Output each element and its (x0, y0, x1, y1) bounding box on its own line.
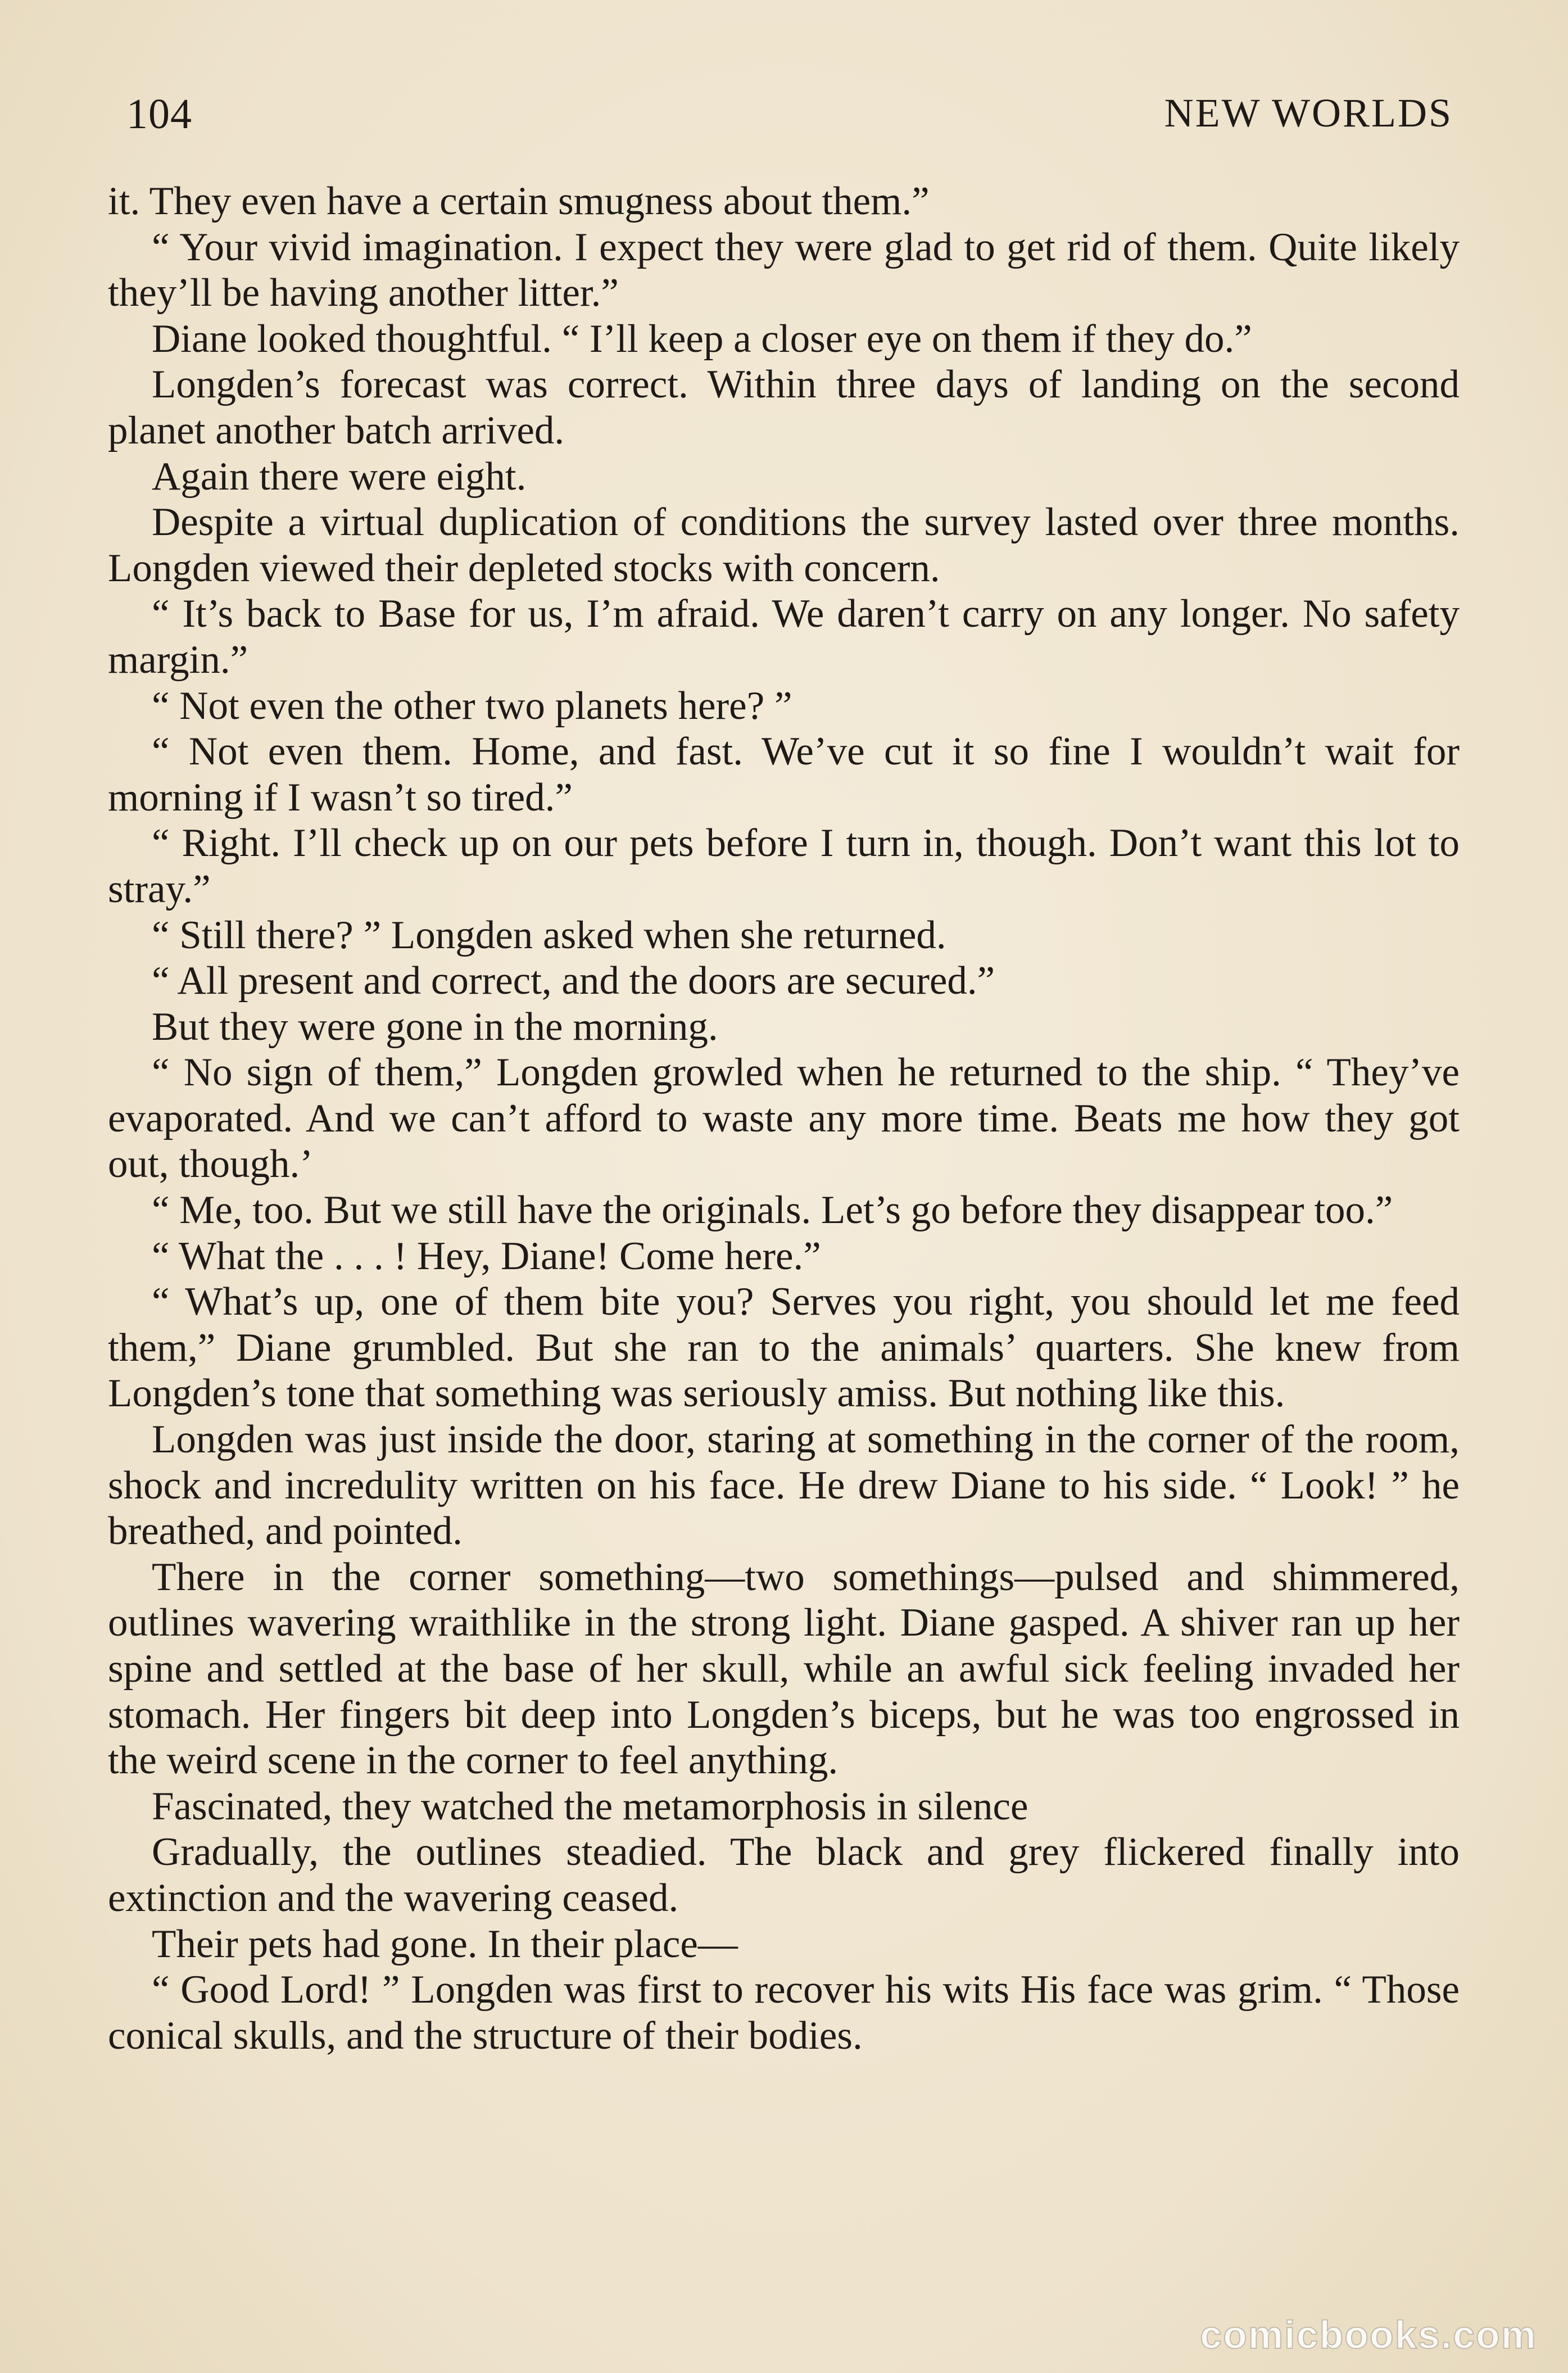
paragraph: Again there were eight. (152, 454, 527, 499)
body-text (108, 179, 1460, 2059)
paragraph: “ What’s up, one of them bite you? Serves you right, you should let me feed them,” Diane grumbled. But she ran to the animals’ quarters. She knew from Longden’s tone that something was seriously amiss. But nothing like this. (108, 1280, 1460, 1416)
paragraph: Fascinated, they watched the metamorphosis in silence (152, 1784, 1028, 1828)
paragraph: But they were gone in the morning. (152, 1004, 718, 1049)
paragraph: There in the corner something—two somethings—pulsed and shimmered, outlines wavering wraithlike in the strong light. Diane gasped. A shiver ran up her spine and settled at the base of her skull, while an awful sick feeling invaded her stomach. Her fingers bit deep into Longden’s biceps, but he was too engrossed in the weird scene in the corner to feel anything. (108, 1555, 1460, 1783)
paragraph: Longden was just inside the door, staring at something in the corner of the room, shock and incredulity written on his face. He drew Diane to his side. “ Look! ” he breathed, and pointed. (108, 1418, 1460, 1554)
paragraph: Their pets had gone. In their place— (152, 1922, 738, 1966)
paragraph: “ No sign of them,” Longden growled when he returned to the ship. “ They’ve evaporated. And we can’t afford to waste any more time. Beats me how they got out, though.’ (108, 1050, 1460, 1186)
paragraph: “ Not even the other two planets here? ” (152, 683, 792, 728)
paragraph: “ Not even them. Home, and fast. We’ve cut it so fine I wouldn’t wait for morning if I wasn’t so tired.” (108, 730, 1460, 819)
paragraph: Gradually, the outlines steadied. The black and grey flickered finally into extinction and the wavering ceased. (108, 1830, 1460, 1920)
paragraph: Longden’s forecast was correct. Within three days of landing on the second planet another batch arrived. (108, 363, 1460, 452)
running-head: NEW WORLDS (1164, 90, 1453, 135)
paragraph: Diane looked thoughtful. “ I’ll keep a closer eye on them if they do.” (152, 316, 1252, 361)
paragraph: “ Me, too. But we still have the originals. Let’s go before they disappear too.” (152, 1188, 1393, 1233)
watermark: comicbooks.com (1200, 2313, 1537, 2357)
paragraph: “ All present and correct, and the doors are secured.” (152, 959, 995, 1003)
paragraph: Despite a virtual duplication of conditions the survey lasted over three months. Longden viewed their depleted stocks with concern. (108, 500, 1460, 590)
paragraph: “ Still there? ” Longden asked when she returned. (152, 913, 946, 957)
page-header (126, 90, 1453, 152)
page-number: 104 (126, 90, 192, 138)
paragraph: “ Your vivid imagination. I expect they were glad to get rid of them. Quite likely they’ll be having another litter.” (108, 225, 1460, 315)
paragraph: “ What the . . . ! Hey, Diane! Come here.” (152, 1234, 821, 1278)
paragraph: “ It’s back to Base for us, I’m afraid. We daren’t carry on any longer. No safety margin.” (108, 592, 1460, 682)
paragraph: “ Right. I’ll check up on our pets before I turn in, though. Don’t want this lot to stray.” (108, 821, 1460, 911)
paragraph: it. They even have a certain smugness about them.” (108, 179, 930, 223)
paragraph: “ Good Lord! ” Longden was first to recover his wits His face was grim. “ Those conical skulls, and the structure of their bodies. (108, 1968, 1460, 2058)
